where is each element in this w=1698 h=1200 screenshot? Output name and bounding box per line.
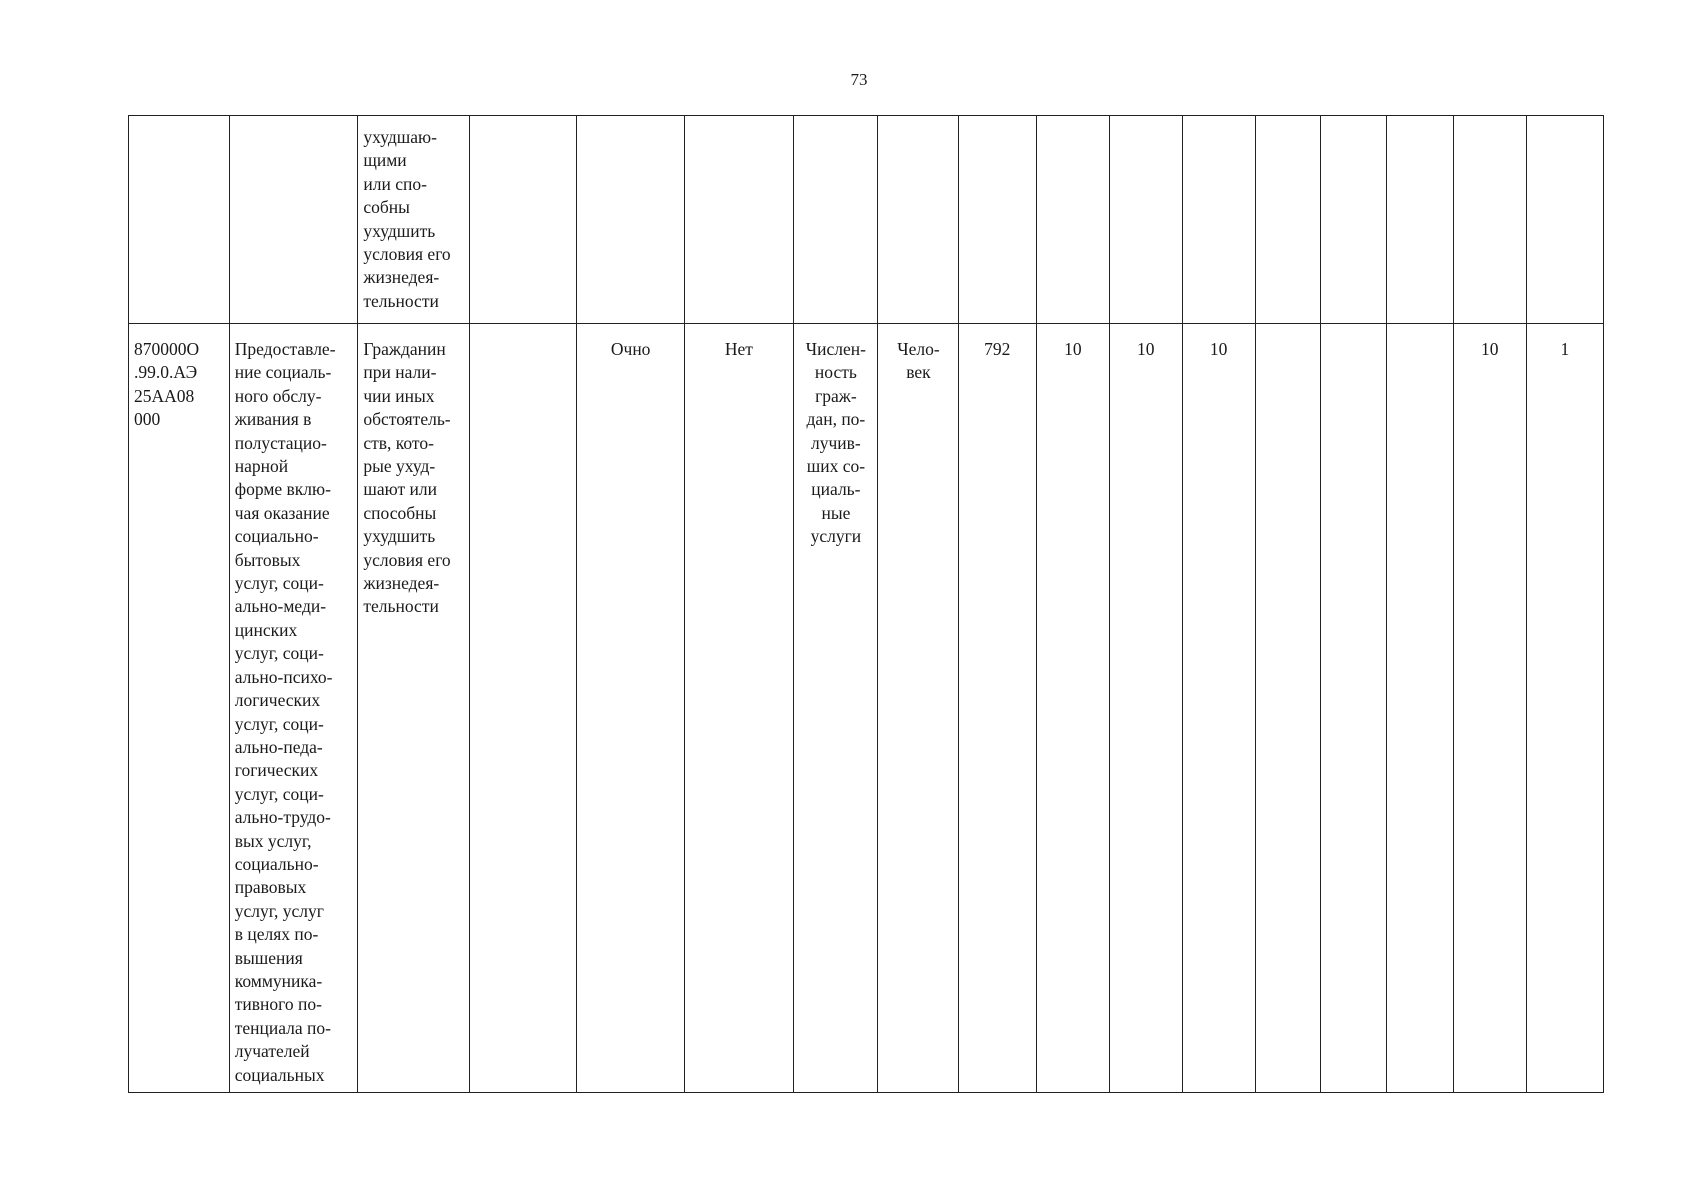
cell-empty	[1453, 116, 1526, 324]
cell-empty	[469, 324, 576, 1093]
value-5	[1321, 324, 1386, 338]
service-row	[129, 324, 1604, 1093]
recipient-category: Гражданин при нали- чии иных обстоятель- ств, кото- рые ухуд- шают или способны ухудшить условия его жизнедея- тельности	[363, 339, 451, 617]
cell-category-cont	[358, 116, 469, 324]
cell-recipient-category	[358, 324, 469, 1093]
cell-empty	[469, 116, 576, 324]
cell-empty	[793, 116, 878, 324]
cell-empty	[958, 116, 1036, 324]
cell-unit	[878, 324, 958, 1093]
cell-empty	[1182, 116, 1255, 324]
cell-form	[577, 324, 685, 1093]
value-1: 10	[1064, 339, 1082, 359]
cell-value	[1109, 324, 1182, 1093]
value-2: 10	[1136, 339, 1155, 359]
value-6	[1387, 324, 1452, 338]
service-table	[128, 115, 1604, 1093]
value-4	[1256, 324, 1320, 338]
cell-value	[1387, 324, 1453, 1093]
recipient-condition-continuation: ухудшаю- щими или спо- собны ухудшить условия его жизнедея- тельности	[363, 127, 451, 311]
service-form: Очно	[610, 339, 651, 359]
cell-code-cont	[129, 116, 230, 324]
cell-value	[1320, 324, 1386, 1093]
page-number: 73	[850, 70, 868, 89]
cell-empty	[1387, 116, 1453, 324]
cell-registry-code	[129, 324, 230, 1093]
cell-flag	[685, 324, 793, 1093]
cell-service-name	[229, 324, 358, 1093]
cell-empty	[1109, 116, 1182, 324]
value-7: 10	[1481, 339, 1499, 359]
cell-value	[1036, 324, 1109, 1093]
cell-empty	[1526, 116, 1603, 324]
cell-empty	[577, 116, 685, 324]
service-flag: Нет	[724, 339, 753, 359]
cell-service-cont	[229, 116, 358, 324]
value-8: 1	[1560, 339, 1570, 359]
cell-okei	[958, 324, 1036, 1093]
okei-code: 792	[984, 339, 1011, 359]
cell-empty	[878, 116, 958, 324]
cell-value	[1255, 324, 1320, 1093]
cell-empty	[1255, 116, 1320, 324]
cell-empty	[1320, 116, 1386, 324]
cell-value	[1453, 324, 1526, 1093]
cell-value	[1526, 324, 1603, 1093]
value-3: 10	[1209, 339, 1228, 359]
unit-name: Чело- век	[897, 339, 940, 383]
cell-empty	[1036, 116, 1109, 324]
cell-empty	[685, 116, 793, 324]
cell-value	[1182, 324, 1255, 1093]
service-name: Предоставле- ние социаль- ного обслу- живания в полустацио- нарной форме вклю- чая оказание социально- бытовых услуг, соци- ально-меди- цинских услуг, соци- ально-психо- логических услуг, соци- ально-педа- гогических услуг, соци- ально-трудо- вых услуг, социально- правовых услуг, услуг в целях по- вышения коммуника- тивного по- тенциала по- лучателей социальных	[234, 339, 336, 1085]
cell-indicator	[793, 324, 878, 1093]
registry-code: 870000О .99.0.АЭ 25АА08 000	[134, 339, 200, 430]
indicator-name: Числен- ность граж- дан, по- лучив- ших со- циаль- ные услуги	[805, 339, 866, 547]
continuation-row	[129, 116, 1604, 324]
